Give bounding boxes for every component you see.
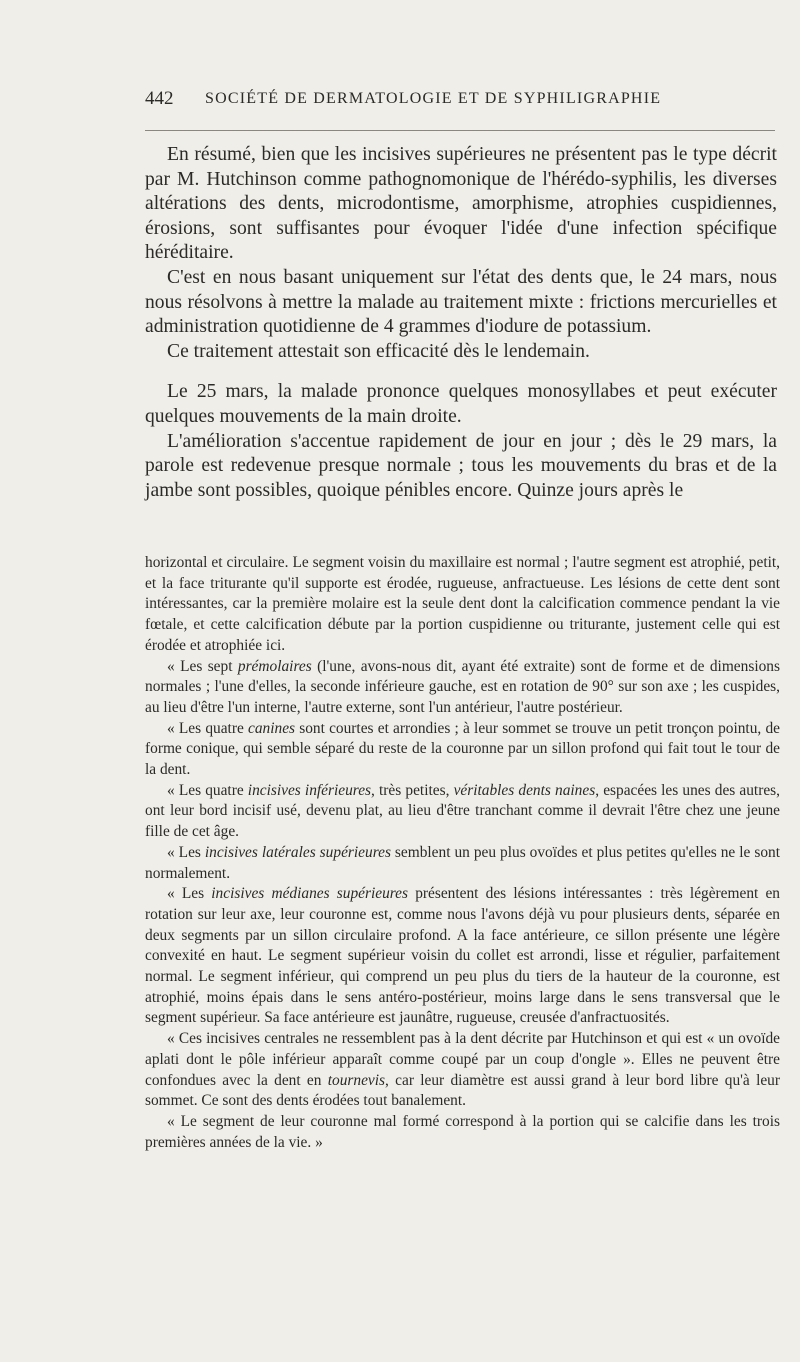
paragraph: En résumé, bien que les incisives supérieures ne présentent pas le type décrit par M. Hutchinson comme pathognomonique de l'hérédo-syphilis, les diverses altérations des dents, microdontisme, amorphisme, atrophies cuspidiennes, érosions, sont suffisantes pour évoquer l'idée d'une infection spécifique héréditaire. bbox=[145, 144, 777, 264]
paragraph: L'amélioration s'accentue rapidement de jour en jour ; dès le 29 mars, la parole est redevenue presque normale ; tous les mouvements du bras et de la jambe sont possibles, quoique pénibles encore. Quinze jours après le bbox=[145, 430, 777, 501]
paragraph: C'est en nous basant uniquement sur l'état des dents que, le 24 mars, nous nous résolvons à mettre la malade au traitement mixte : frictions mercurielles et administration quotidienne de 4 grammes d'iodure de potassium. bbox=[145, 266, 777, 338]
footnote-paragraph: « Le segment de leur couronne mal formé correspond à la portion qui se calcifie dans les trois premières années de la vie. » bbox=[145, 1112, 780, 1151]
footnote-paragraph: « Les sept prémolaires (l'une, avons-nous dit, ayant été extraite) sont de forme et de dimensions normales ; l'une d'elles, la seconde inférieure gauche, est en rotation de 90° sur son axe ; les cuspides, au lieu d'être l'un interne, l'autre externe, sont l'un antérieur, l'autre postérieur. bbox=[145, 657, 780, 716]
footnote-paragraph: « Les incisives latérales supérieures semblent un peu plus ovoïdes et plus petites qu'elles ne le sont normalement. bbox=[145, 843, 780, 882]
footnote-paragraph: « Les quatre canines sont courtes et arrondies ; à leur sommet se trouve un petit tronçon pointu, de forme conique, qui semble séparé du reste de la couronne par un sillon profond qui fait tout le tour de la dent. bbox=[145, 719, 780, 779]
page-number: 442 bbox=[145, 88, 174, 109]
paragraph: Ce traitement attestait son efficacité dès le lendemain. bbox=[167, 340, 590, 362]
main-text bbox=[145, 143, 777, 503]
footnote-block bbox=[145, 553, 780, 1153]
paragraph: Le 25 mars, la malade prononce quelques monosyllabes et peut exécuter quelques mouvements de la main droite. bbox=[145, 381, 777, 427]
header-rule bbox=[145, 130, 775, 131]
footnote-paragraph: « Les quatre incisives inférieures, très petites, véritables dents naines, espacées les unes des autres, ont leur bord incisif usé, devenu plat, au lieu d'être tranchant comme il devrait l'être chez une jeune fille de cet âge. bbox=[145, 781, 780, 841]
running-title: SOCIÉTÉ DE DERMATOLOGIE ET DE SYPHILIGRAPHIE bbox=[205, 90, 662, 107]
footnote-paragraph: « Les incisives médianes supérieures présentent des lésions intéressantes : très légèrement en rotation sur leur axe, leur couronne est, comme nous l'avons déjà vu pour plusieurs dents, séparée en deux segments par un sillon circulaire profond. A la face antérieure, ce sillon présente une légère convexité en haut. Le segment supérieur voisin du collet est arrondi, lisse et régulier, parfaitement normal. Le segment inférieur, qui comprend un peu plus du tiers de la hauteur de la couronne, est atrophié, moins épais dans le sens antéro-postérieur, moins large dans le sens transversal que le segment supérieur. Sa face antérieure est jaunâtre, rugueuse, creusée d'anfractuosités. bbox=[145, 885, 780, 1027]
footnote-paragraph: « Ces incisives centrales ne ressemblent pas à la dent décrite par Hutchinson et qui est « un ovoïde aplati dont le pôle inférieur apparaît comme coupé par un coup d'ongle ». Elles ne peuvent être confondues avec la dent en tournevis, car leur diamètre est aussi grand à leur bord libre qu'à leur sommet. Ce sont des dents érodées tout banalement. bbox=[145, 1030, 780, 1110]
footnote-paragraph: horizontal et circulaire. Le segment voisin du maxillaire est normal ; l'autre segment est atrophié, petit, et la face triturante qu'il supporte est érodée, rugueuse, anfractueuse. Les lésions de cette dent sont intéressantes, car la première molaire est la seule dent dont la calcification commence pendant la vie fœtale, et cette calcification débute par la portion cuspidienne ou triturante, justement celle qui est érodée et atrophiée ici. bbox=[145, 554, 780, 654]
